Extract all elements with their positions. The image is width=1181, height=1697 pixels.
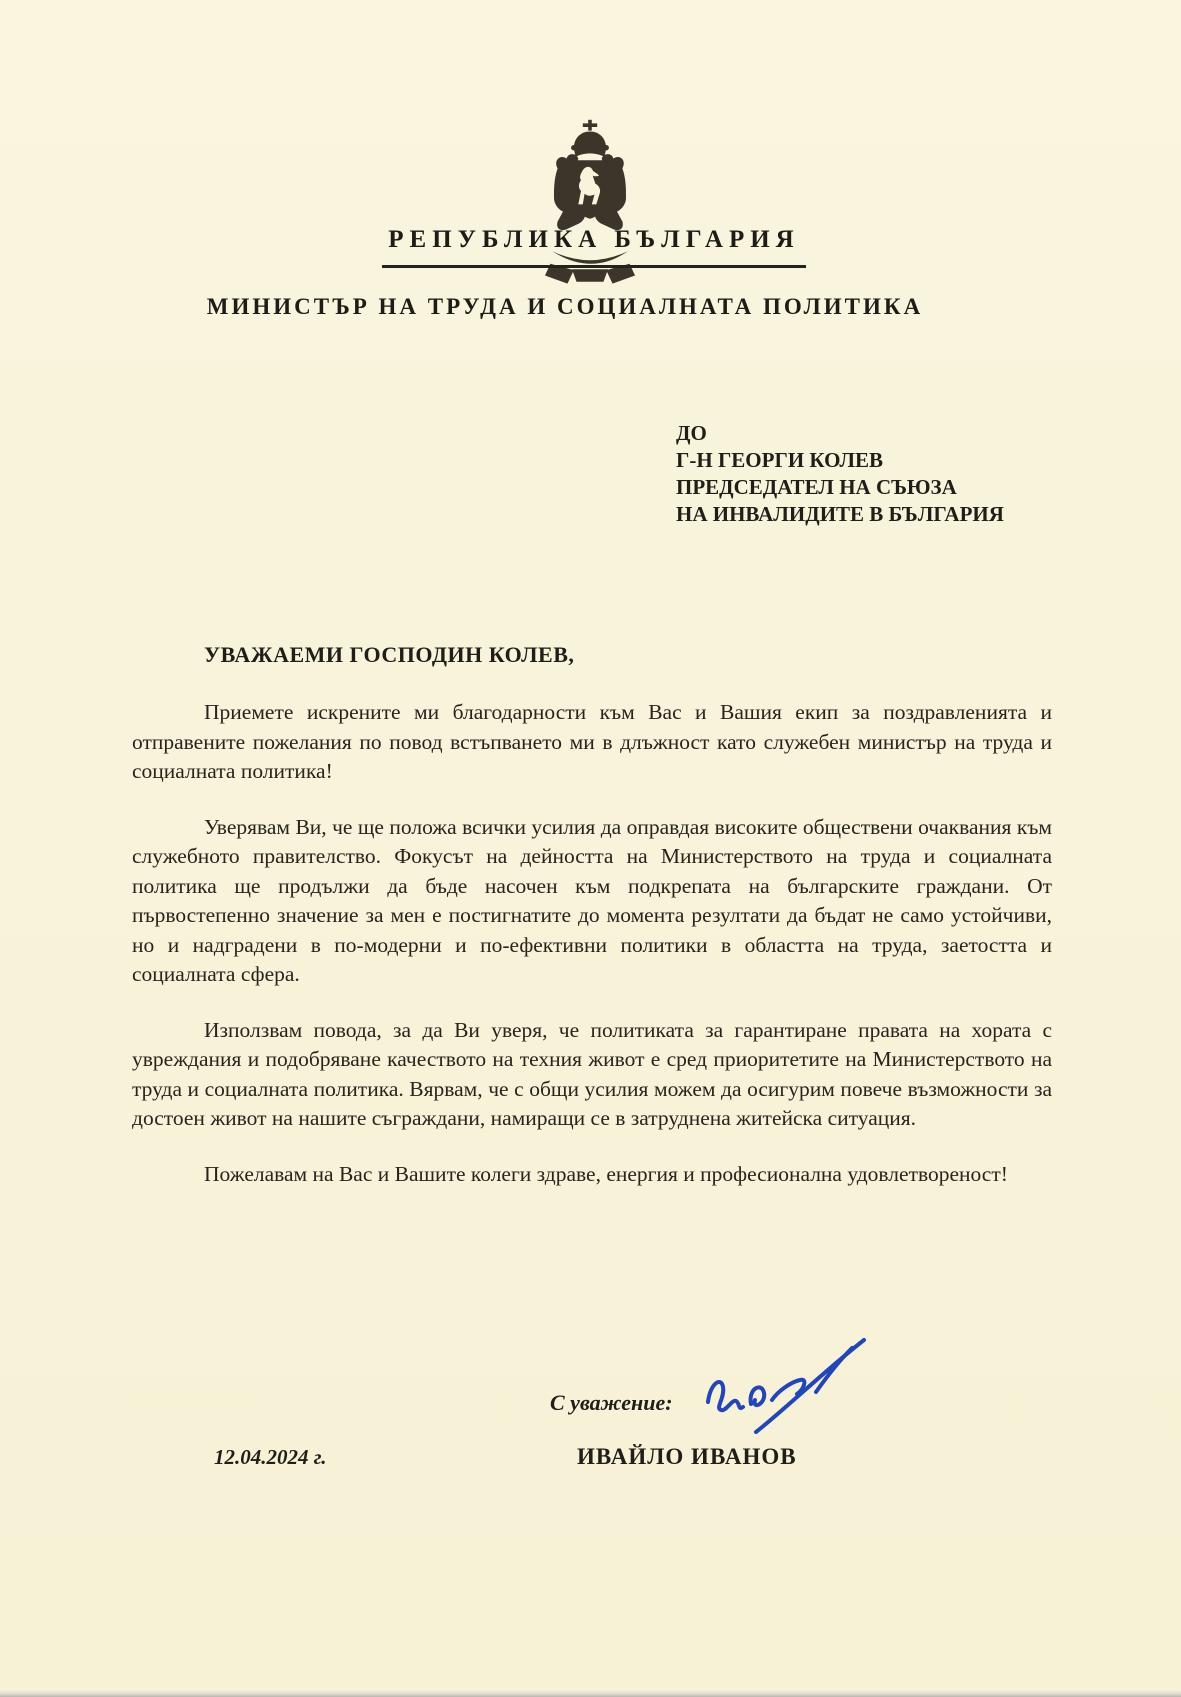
bulgarian-coat-of-arms-icon — [527, 110, 653, 306]
letter-body — [132, 698, 1052, 1215]
recipient-line: ПРЕДСЕДАТЕЛ НА СЪЮЗА — [676, 475, 957, 499]
minister-header: МИНИСТЪР НА ТРУДА И СОЦИАЛНАТА ПОЛИТИКА — [206, 294, 924, 319]
recipient-line: НА ИНВАЛИДИТЕ В БЪЛГАРИЯ — [676, 502, 1004, 526]
paragraph: Уверявам Ви, че ще положа всички усилия да оправдая високите обществени очаквания към служебното правителство. Фокусът на дейността на Министерството на труда и социалната политика ще продължи да бъде насочен към подкрепата на българските граждани. От първостепенно значение за мен е постигнатите до момента резултати да бъдат не само устойчиви, но и надградени в по-модерни и по-ефективни политики в областта на труда, заетостта и социалната сфера. — [132, 814, 1052, 986]
scan-bottom-edge — [0, 1690, 1181, 1697]
recipient-block — [676, 420, 1004, 528]
letter-date: 12.04.2024 г. — [214, 1445, 327, 1469]
signer-name: ИВАЙЛО ИВАНОВ — [577, 1444, 797, 1469]
republic-header: РЕПУБЛИКА БЪЛГАРИЯ — [382, 226, 806, 268]
paragraph: Приемете искрените ми благодарности към Вас и Вашия екип за поздравленията и отправените пожелания по повод встъпването ми в длъжност като служебен министър на труда и социалната политика! — [132, 700, 1052, 783]
salutation: УВАЖАЕМИ ГОСПОДИН КОЛЕВ, — [204, 642, 575, 667]
closing-phrase: С уважение: — [550, 1390, 673, 1415]
recipient-line: ДО — [676, 421, 707, 445]
recipient-line: Г-Н ГЕОРГИ КОЛЕВ — [676, 448, 884, 472]
paragraph: Пожелавам на Вас и Вашите колеги здраве, енергия и професионална удовлетвореност! — [204, 1161, 1008, 1186]
paragraph: Използвам повода, за да Ви уверя, че политиката за гарантиране правата на хората с увреждания и подобряване качеството на техния живот е сред приоритетите на Министерството на труда и социалната политика. Вярвам, че с общи усилия можем да осигурим повече възможности за достоен живот на нашите съграждани, намиращи се в затруднена житейска ситуация. — [132, 1017, 1052, 1130]
handwritten-signature — [694, 1332, 884, 1450]
